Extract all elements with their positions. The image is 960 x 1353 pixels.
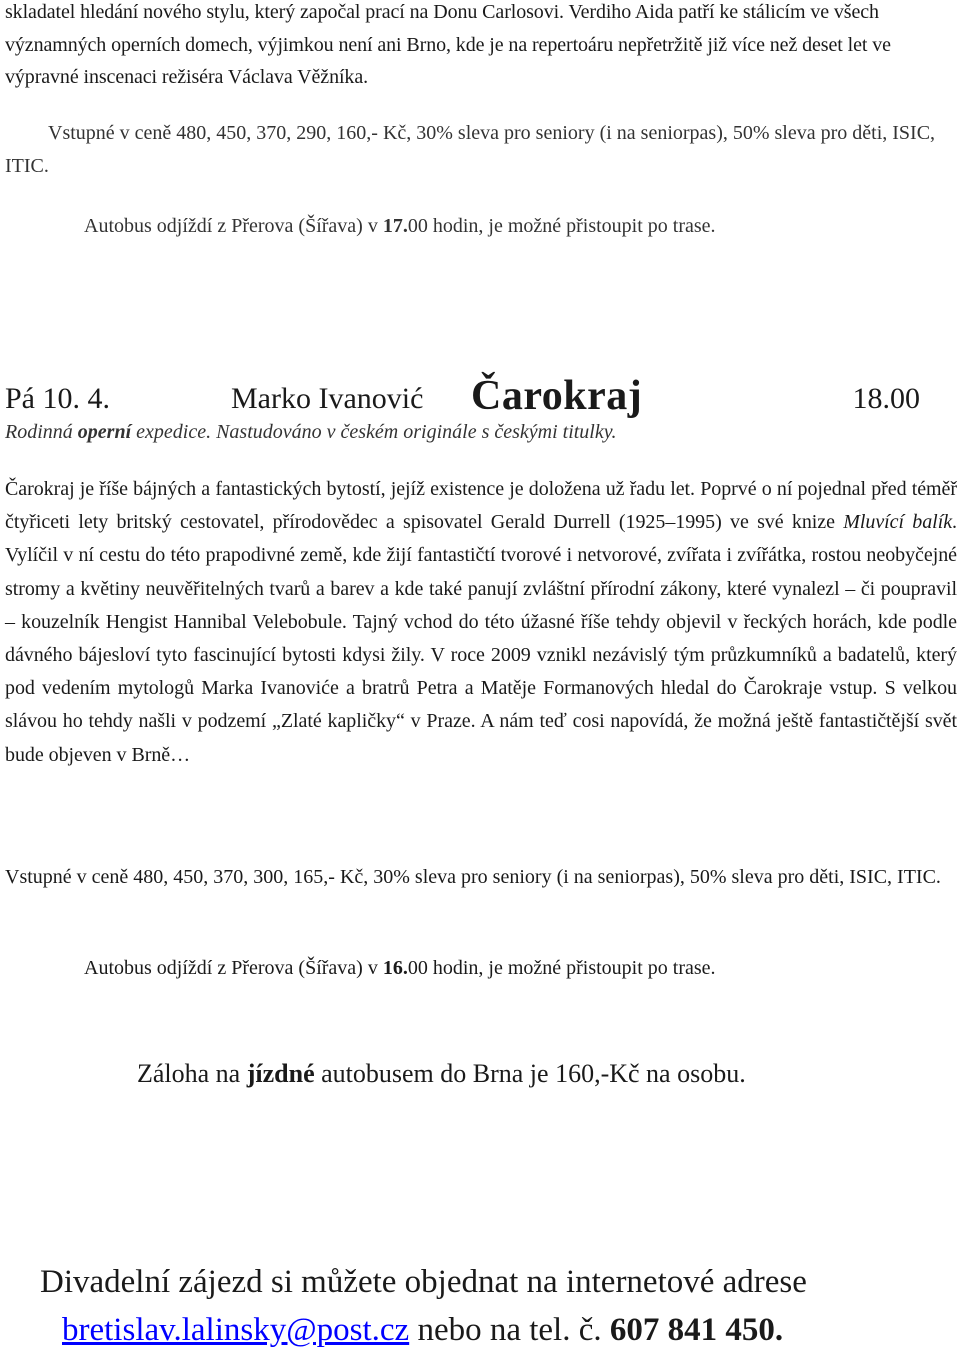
bus-departure-time: 16. — [382, 957, 408, 979]
show-subtitle — [5, 421, 617, 444]
show-author: Marko Ivanović — [231, 382, 424, 415]
order-info: Divadelní zájezd si můžete objednat na internetové adrese — [40, 1264, 807, 1300]
description-part-1: Čarokraj je říše bájných a fantastických bytostí, jejíž existence je doložena už řadu let. Poprvé o ní pojednal před téměř čtyřiceti lety britský cestovatel, přírodovědec a spisovatel Gerald Durrell (1925–1995) ve své knize — [5, 478, 957, 534]
subtitle-bold: operní — [77, 421, 132, 443]
show-time: 18.00 — [852, 382, 920, 415]
email-link[interactable]: bretislav.lalinsky@post.cz — [62, 1312, 410, 1348]
show-heading — [5, 372, 920, 424]
deposit-info — [137, 1058, 960, 1090]
show-title: Čarokraj — [471, 373, 643, 419]
phone-number: 607 841 450. — [609, 1312, 784, 1348]
bus-info-carokraj — [84, 954, 960, 982]
deposit-rest: autobusem do Brna je 160,-Kč na osobu. — [314, 1059, 746, 1088]
price-paragraph-aida: Vstupné v ceně 480, 450, 370, 290, 160,- Kč, 30% sleva pro seniory (i na seniorpas), 50% sleva pro děti, ISIC, ITIC. — [5, 122, 936, 177]
book-title: Mluvící balík — [843, 511, 953, 534]
bus-info-rest: 00 hodin, je možné přistoupit po trase. — [407, 957, 716, 979]
contact-middle: nebo na tel. č. — [409, 1312, 610, 1348]
contact-line — [62, 1310, 960, 1350]
subtitle-part: Rodinná — [5, 421, 78, 443]
subtitle-rest: expedice. Nastudováno v českém originále s českými titulky. — [131, 421, 617, 443]
deposit-bold: jízdné — [246, 1059, 315, 1088]
deposit-text: Záloha na — [137, 1059, 247, 1088]
intro-paragraph: skladatel hledání nového stylu, který započal prací na Donu Carlosovi. Verdiho Aida patří ke stálicím ve všech významných operních domech, výjimkou není ani Brno, kde je na repertoáru nepřetržitě již více než deset let ve výpravné inscenaci režiséra Václava Věžníka. — [5, 1, 891, 88]
show-date: Pá 10. 4. — [5, 382, 110, 415]
price-paragraph-carokraj: Vstupné v ceně 480, 450, 370, 300, 165,- Kč, 30% sleva pro seniory (i na seniorpas), 50% sleva pro děti, ISIC, ITIC. — [5, 866, 941, 888]
bus-info-rest: 00 hodin, je možné přistoupit po trase. — [407, 215, 716, 237]
bus-info-aida — [84, 212, 960, 240]
bus-info-text: Autobus odjíždí z Přerova (Šířava) v — [84, 957, 383, 979]
description-part-2: . Vylíčil v ní cestu do této prapodivné země, kde žijí fantastičtí tvorové i netvorové, zvířata i zvířátka, rostou neobyčejné stromy a květiny neuvěřitelných tvarů a barev a kde také panují zvláštní přírodní zákony, které vynalezl – či poupravil – kouzelník Hengist Hannibal Velebobule. Tajný vchod do této úžasné říše tehdy objevil v řeckých horách, kde podle dávného bájesloví tyto fascinující bytosti kdysi žily. V roce 2009 vznikl nezávislý tým průzkumníků a badatelů, který pod vedením mytologů Marka Ivanoviće a bratrů Petra a Matěje Formanových hledal do Čarokraje vstup. S velkou slávou ho tehdy našli v podzemí „Zlaté kapličky“ v Praze. A nám teď cosi napovídá, že možná ještě fantastičtější svět bude objeven v Brně… — [5, 511, 957, 766]
bus-departure-time: 17. — [382, 215, 408, 237]
show-description — [5, 473, 957, 772]
bus-info-text: Autobus odjíždí z Přerova (Šířava) v — [84, 215, 383, 237]
